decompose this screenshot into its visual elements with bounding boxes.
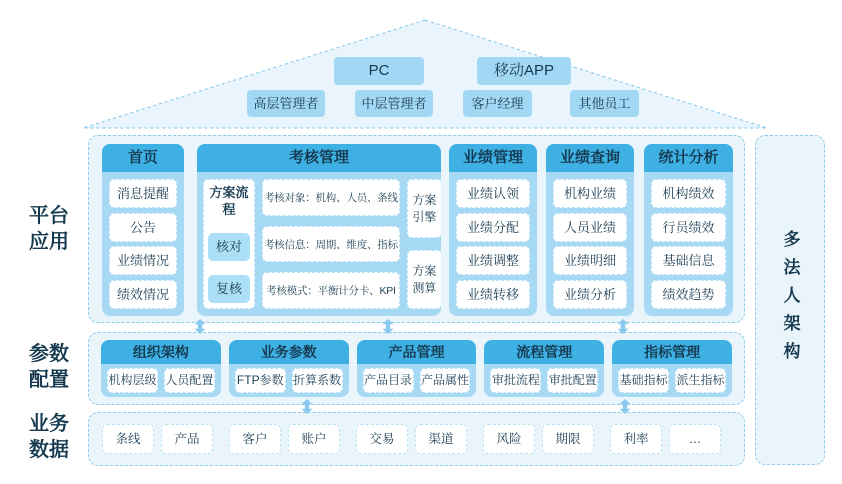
stats-item: 绩效趋势 (651, 280, 726, 309)
assessment-detail: 考核模式：平衡计分卡、KPI (262, 272, 400, 309)
module-perf-mgmt-title: 业绩管理 (449, 144, 537, 172)
data-item: 条线 (102, 424, 154, 454)
module-perf-query-title: 业绩查询 (546, 144, 634, 172)
assessment-engine: 方案引擎 (407, 179, 441, 238)
multi-entity-panel (755, 135, 825, 465)
data-item: 渠道 (415, 424, 467, 454)
assessment-engine: 方案测算 (407, 250, 441, 309)
up-down-arrow-icon (617, 319, 629, 334)
param-item: 基础指标 (618, 368, 669, 393)
module-home-title: 首页 (102, 144, 184, 172)
data-item: 客户 (229, 424, 281, 454)
param-item: 审批流程 (490, 368, 541, 393)
assessment-detail: 考核信息：周期、维度、指标 (262, 226, 400, 263)
perf-mgmt-item: 业绩认领 (456, 179, 530, 208)
param-group-title: 流程管理 (484, 340, 604, 364)
params-layer-panel (88, 332, 745, 405)
param-item: 人员配置 (164, 368, 215, 393)
role-other-staff: 其他员工 (570, 90, 639, 117)
assessment-flow-title: 方案流程 (209, 185, 249, 217)
up-down-arrow-icon (382, 319, 394, 334)
up-down-arrow-icon (301, 399, 313, 414)
home-item: 业绩情况 (109, 246, 177, 275)
data-layer-panel (88, 412, 745, 466)
data-item: 产品 (161, 424, 213, 454)
platform-layer-panel (88, 135, 745, 323)
device-mobile-app: 移动APP (477, 57, 571, 85)
perf-query-item: 业绩明细 (553, 246, 627, 275)
param-item: 产品目录 (363, 368, 414, 393)
param-item: 机构层级 (107, 368, 158, 393)
param-group-title: 业务参数 (229, 340, 349, 364)
stats-item: 基础信息 (651, 246, 726, 275)
param-item: FTP参数 (235, 368, 286, 393)
role-account-manager: 客户经理 (463, 90, 532, 117)
assessment-flow-step: 复核 (208, 275, 250, 303)
up-down-arrow-icon (194, 319, 206, 334)
param-item: 折算系数 (292, 368, 343, 393)
param-group-org (101, 340, 221, 397)
param-item: 审批配置 (547, 368, 598, 393)
param-group-product (357, 340, 477, 397)
stats-item: 行员绩效 (651, 213, 726, 242)
layer-label-platform: 平台应用 (29, 205, 69, 253)
param-item: 派生指标 (675, 368, 726, 393)
stats-item: 机构绩效 (651, 179, 726, 208)
perf-mgmt-item: 业绩调整 (456, 246, 530, 275)
param-item: 产品属性 (420, 368, 471, 393)
module-home (102, 144, 184, 316)
perf-mgmt-item: 业绩转移 (456, 280, 530, 309)
module-perf-mgmt (449, 144, 537, 316)
perf-mgmt-item: 业绩分配 (456, 213, 530, 242)
home-item: 公告 (109, 213, 177, 242)
role-senior-manager: 高层管理者 (247, 90, 325, 117)
param-group-indicator (612, 340, 732, 397)
module-perf-query (546, 144, 634, 316)
module-assessment-title: 考核管理 (197, 144, 441, 172)
module-assessment (197, 144, 441, 316)
multi-entity-label: 多法人架构 (780, 230, 800, 370)
data-item: 账户 (288, 424, 340, 454)
data-item: 期限 (542, 424, 594, 454)
home-item: 消息提醒 (109, 179, 177, 208)
param-group-title: 产品管理 (357, 340, 477, 364)
param-group-process (484, 340, 604, 397)
data-item: … (669, 424, 721, 454)
module-stats (644, 144, 733, 316)
assessment-detail: 考核对象：机构、人员、条线 (262, 179, 400, 216)
device-pc: PC (334, 57, 424, 85)
perf-query-item: 机构业绩 (553, 179, 627, 208)
data-item: 交易 (356, 424, 408, 454)
assessment-flow-step: 核对 (208, 233, 250, 261)
layer-label-data: 业务数据 (29, 413, 69, 461)
home-item: 绩效情况 (109, 280, 177, 309)
param-group-title: 指标管理 (612, 340, 732, 364)
perf-query-item: 业绩分析 (553, 280, 627, 309)
perf-query-item: 人员业绩 (553, 213, 627, 242)
up-down-arrow-icon (619, 399, 631, 414)
param-group-title: 组织架构 (101, 340, 221, 364)
data-item: 利率 (610, 424, 662, 454)
role-middle-manager: 中层管理者 (355, 90, 433, 117)
assessment-flow-box (203, 179, 255, 309)
module-stats-title: 统计分析 (644, 144, 733, 172)
data-item: 风险 (483, 424, 535, 454)
layer-label-params: 参数配置 (29, 343, 69, 391)
param-group-business (229, 340, 349, 397)
